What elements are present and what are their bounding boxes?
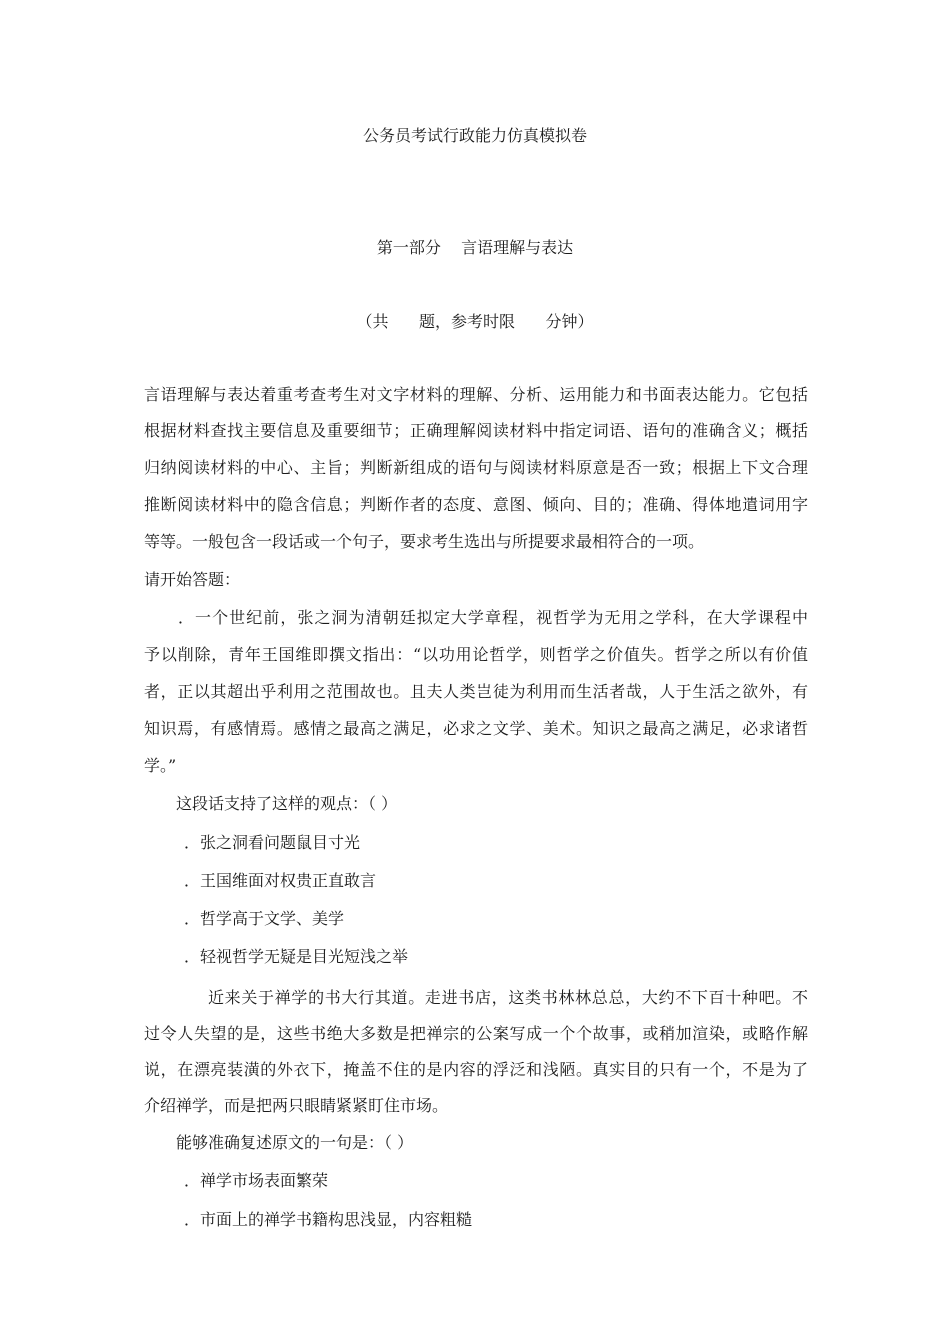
intro-line: 根据材料查找主要信息及重要细节；正确理解阅读材料中指定词语、语句的准确含义；概括: [144, 421, 808, 440]
q1-option: ．哲学高于文学、美学: [184, 909, 345, 928]
intro-line: 推断阅读材料中的隐含信息；判断作者的态度、意图、倾向、目的；准确、得体地遣词用字: [144, 495, 808, 514]
intro-line: 归纳阅读材料的中心、主旨；判断新组成的语句与阅读材料原意是否一致；根据上下文合理: [144, 458, 808, 477]
q1-option: ．王国维面对权贵正直敢言: [184, 871, 377, 890]
q1-passage-line: 者，正以其超出乎利用之范围故也。且夫人类岂徒为利用而生活者哉，人于生活之欲外，有: [144, 682, 808, 701]
q2-option: ．禅学市场表面繁荣: [184, 1171, 329, 1190]
q1-question: 这段话支持了这样的观点：（ ）: [176, 794, 398, 813]
q2-question: 能够准确复述原文的一句是：（ ）: [176, 1133, 414, 1152]
intro-line: 言语理解与表达着重考查考生对文字材料的理解、分析、运用能力和书面表达能力。它包括: [144, 385, 808, 404]
q2-passage-line: 过令人失望的是，这些书绝大多数是把禅宗的公案写成一个个故事，或稍加渲染，或略作解: [144, 1024, 808, 1043]
document-title: 公务员考试行政能力仿真模拟卷: [362, 126, 587, 145]
q1-passage-line: 予以削除，青年王国维即撰文指出：“以功用论哲学，则哲学之价值失。哲学之所以有价值: [144, 645, 808, 664]
section-meta: （共 题，参考时限 分钟）: [356, 312, 594, 331]
q2-option: ．市面上的禅学书籍构思浅显，内容粗糙: [184, 1210, 473, 1229]
intro-line: 等等。一般包含一段话或一个句子，要求考生选出与所提要求最相符合的一项。: [144, 532, 705, 551]
q1-passage-line: ．一个世纪前，张之洞为清朝廷拟定大学章程，视哲学为无用之学科，在大学课程中: [178, 608, 808, 627]
q2-passage-line: 介绍禅学，而是把两只眼睛紧紧盯住市场。: [144, 1096, 449, 1115]
q2-passage-line: 说，在漂亮装潢的外衣下，掩盖不住的是内容的浮泛和浅陋。真实目的只有一个，不是为了: [144, 1060, 808, 1079]
q1-option: ．张之洞看问题鼠目寸光: [184, 833, 361, 852]
section-heading: 第一部分 言语理解与表达: [376, 238, 574, 257]
start-prompt: 请开始答题：: [144, 570, 241, 589]
q2-passage-line: 近来关于禅学的书大行其道。走进书店，这类书林林总总，大约不下百十种吧。不: [208, 988, 808, 1007]
q1-passage-line: 知识焉，有感情焉。感情之最高之满足，必求之文学、美术。知识之最高之满足，必求诸哲: [144, 719, 808, 738]
q1-passage-line: 学。”: [144, 756, 177, 775]
q1-option: ．轻视哲学无疑是目光短浅之举: [184, 947, 409, 966]
